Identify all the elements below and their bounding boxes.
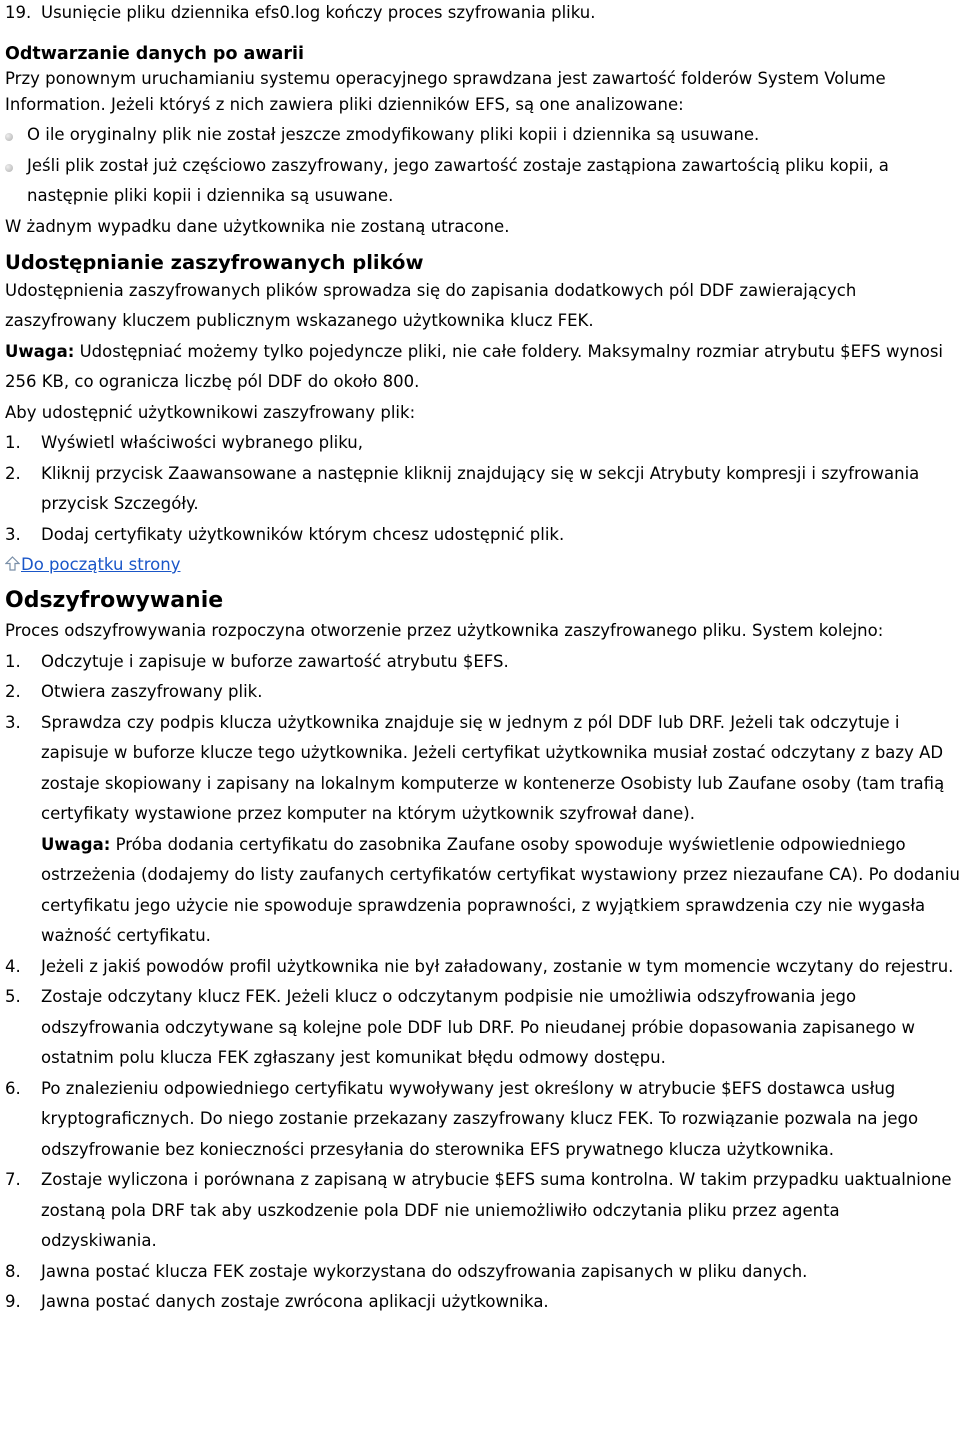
back-to-top-row xyxy=(5,550,960,580)
list-item-text: Zostaje wyliczona i porównana z zapisaną w atrybucie $EFS suma kontrolna. W takim przypadku uaktualnione zostaną pola DRF tak aby uszkodzenie pola DDF nie uniemożliwiło odczytania pliku przez agenta odzyskiwania. xyxy=(41,1170,952,1250)
list-item xyxy=(5,459,960,520)
sharing-intro: Udostępnienia zaszyfrowanych plików sprowadza się do zapisania dodatkowych pól DDF zawierających zaszyfrowany kluczem publicznym wskazanego użytkownika klucz FEK. xyxy=(5,280,857,330)
back-to-top-link[interactable]: Do początku strony xyxy=(21,555,181,574)
list-number: 8. xyxy=(5,1261,21,1281)
recovery-bullet: Jeśli plik został już częściowo zaszyfrowany, jego zawartość zostaje zastąpiona zawartością pliku kopii, a następnie pliki kopii i dziennika są usuwane. xyxy=(5,151,960,212)
list-item xyxy=(5,1257,960,1288)
list-number: 4. xyxy=(5,956,21,976)
list-number: 2. xyxy=(5,463,21,483)
recovery-bullet: O ile oryginalny plik nie został jeszcze zmodyfikowany pliki kopii i dziennika są usuwane. xyxy=(5,120,960,151)
list-number: 3. xyxy=(5,712,21,732)
list-item-19 xyxy=(5,0,960,26)
recovery-intro: Przy ponownym uruchamianiu systemu operacyjnego sprawdzana jest zawartość folderów System Volume Information. Jeżeli któryś z nich zawiera pliki dzienników EFS, są one analizowane: xyxy=(5,69,886,114)
recovery-outro: W żadnym wypadku dane użytkownika nie zostaną utracone. xyxy=(5,216,510,236)
decryption-intro: Proces odszyfrowywania rozpoczyna otworzenie przez użytkownika zaszyfrowanego pliku. System kolejno: xyxy=(5,621,884,640)
list-number: 1. xyxy=(5,433,21,452)
up-arrow-icon xyxy=(5,556,20,571)
list-item-text: Usunięcie pliku dziennika efs0.log kończy proces szyfrowania pliku. xyxy=(41,3,596,22)
list-item xyxy=(5,428,960,459)
list-item-text: Jawna postać klucza FEK zostaje wykorzystana do odszyfrowania zapisanych w pliku danych. xyxy=(41,1261,808,1281)
list-item xyxy=(5,1287,960,1318)
list-item xyxy=(5,982,960,1074)
list-item-text: Dodaj certyfikaty użytkowników którym chcesz udostępnić plik. xyxy=(41,524,565,544)
list-item-text: Odczytuje i zapisuje w buforze zawartość atrybutu $EFS. xyxy=(41,651,509,671)
list-number: 6. xyxy=(5,1078,21,1098)
list-number: 1. xyxy=(5,651,21,671)
list-number: 7. xyxy=(5,1170,21,1189)
list-item-text: Jeżeli z jakiś powodów profil użytkownika nie był załadowany, zostanie w tym momencie wczytany do rejestru. xyxy=(41,956,954,976)
list-number: 9. xyxy=(5,1292,21,1311)
list-item-text: Jawna postać danych zostaje zwrócona aplikacji użytkownika. xyxy=(41,1292,549,1311)
list-item-text: Sprawdza czy podpis klucza użytkownika znajduje się w jednym z pól DDF lub DRF. Jeżeli tak odczytuje i zapisuje w buforze klucze tego użytkownika. Jeżeli certyfikat użytkownika musiał zostać odczytany z bazy AD zostaje skopiowany i zapisany na lokalnym komputerze w kontenerze Osobisty lub Zaufane osoby (tam trafią certyfikaty wystawione przez komputer na którym użytkownik szyfrował dane). xyxy=(41,712,945,823)
list-number: 5. xyxy=(5,987,21,1006)
sharing-note: Uwaga: Udostępniać możemy tylko pojedyncze pliki, nie całe foldery. Maksymalny rozmiar atrybutu $EFS wynosi 256 KB, co ogranicza liczbę pól DDF do około 800. xyxy=(5,341,944,391)
bullet-icon xyxy=(5,164,13,172)
section-heading-sharing: Udostępnianie zaszyfrowanych plików xyxy=(5,250,424,274)
list-item-text: Zostaje odczytany klucz FEK. Jeżeli klucz o odczytanym podpisie nie umożliwia odszyfrowania jego odszyfrowania odczytywane są kolejne pole DDF lub DRF. Po nieudanej próbie dopasowania zapisanego w ostatnim polu klucza FEK zgłaszany jest komunikat błędu odmowy dostępu. xyxy=(41,987,915,1067)
list-item xyxy=(5,952,960,983)
list-item xyxy=(5,1165,960,1257)
list-item xyxy=(5,647,960,678)
list-item xyxy=(5,677,960,708)
list-item-text: Kliknij przycisk Zaawansowane a następnie kliknij znajdujący się w sekcji Atrybuty kompresji i szyfrowania przycisk Szczegóły. xyxy=(41,463,920,513)
bullet-icon xyxy=(5,133,13,141)
sharing-steps-intro: Aby udostępnić użytkownikowi zaszyfrowany plik: xyxy=(5,402,416,422)
list-item-text: Wyświetl właściwości wybranego pliku, xyxy=(41,433,363,452)
note-label: Uwaga: xyxy=(41,834,111,854)
step-note: Uwaga: Próba dodania certyfikatu do zasobnika Zaufane osoby spowoduje wyświetlenie odpowiedniego ostrzeżenia (dodajemy do listy zaufanych certyfikatów certyfikat wystawiony przez niezaufane CA). Po dodaniu certyfikatu jego użycie nie spowoduje sprawdzenia poprawności, z wyjątkiem sprawdzenia czy nie wygasła ważność certyfikatu. xyxy=(41,834,960,945)
list-item xyxy=(5,1074,960,1166)
list-item-text: Po znalezieniu odpowiedniego certyfikatu wywoływany jest określony w atrybucie $EFS dostawca usług kryptograficznych. Do niego zostanie przekazany zaszyfrowany klucz FEK. To rozwiązanie pozwala na jego odszyfrowanie bez konieczności przesyłania do sterownika EFS prywatnego klucza użytkownika. xyxy=(41,1078,919,1159)
list-number: 2. xyxy=(5,682,21,701)
section-heading-decryption: Odszyfrowywanie xyxy=(5,588,224,613)
list-number: 19. xyxy=(5,3,32,22)
section-heading-recovery: Odtwarzanie danych po awarii xyxy=(5,44,304,64)
note-label: Uwaga: xyxy=(5,341,75,361)
list-item-text: Otwiera zaszyfrowany plik. xyxy=(41,682,263,701)
list-item xyxy=(5,520,960,551)
list-item xyxy=(5,708,960,830)
list-number: 3. xyxy=(5,524,21,544)
